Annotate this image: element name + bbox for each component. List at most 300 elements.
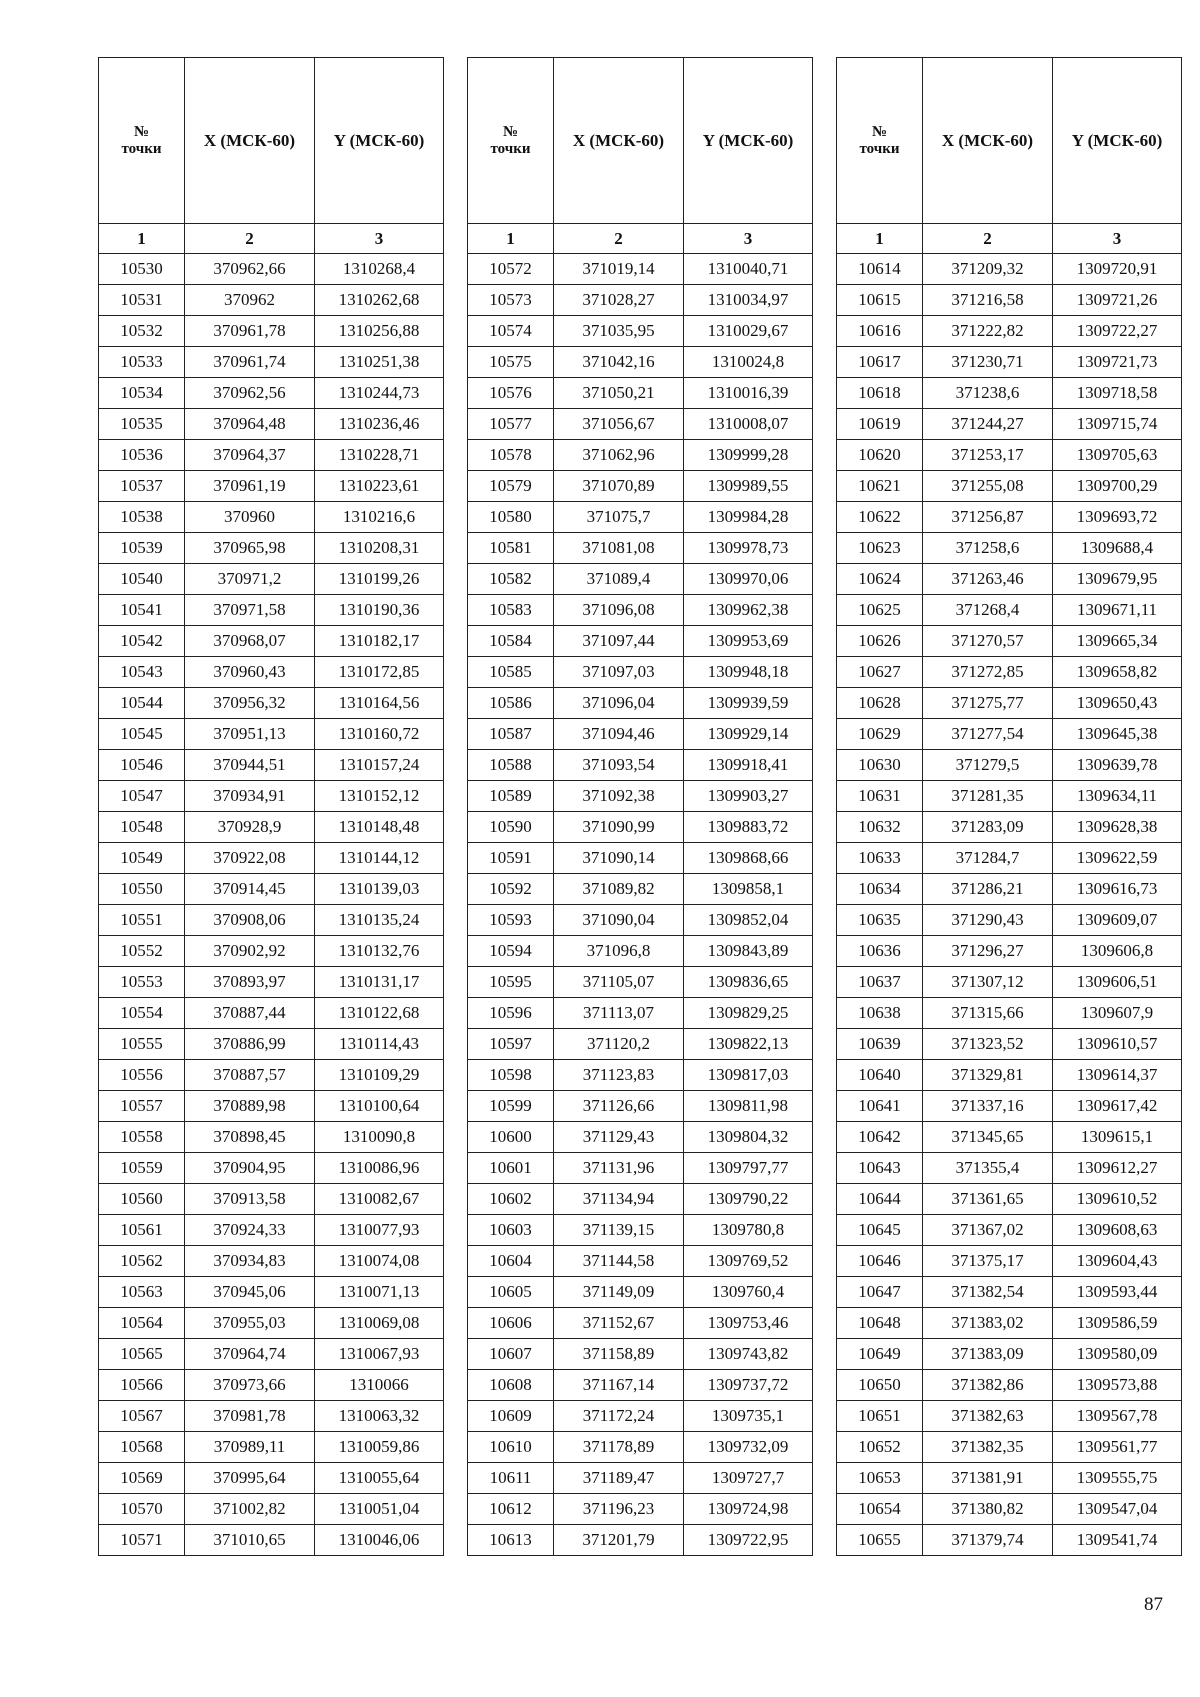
x-coordinate-cell: 371355,4	[923, 1153, 1053, 1184]
point-number-cell: 10553	[99, 967, 185, 998]
point-number-cell: 10639	[837, 1029, 923, 1060]
x-header: X (МСК-60)	[185, 58, 315, 224]
point-number-cell: 10646	[837, 1246, 923, 1277]
x-coordinate-cell: 371035,95	[554, 316, 684, 347]
x-coordinate-cell: 371028,27	[554, 285, 684, 316]
table-row	[468, 1153, 813, 1184]
point-number-cell: 10552	[99, 936, 185, 967]
point-number-cell: 10642	[837, 1122, 923, 1153]
x-coordinate-cell: 370971,58	[185, 595, 315, 626]
table-row	[837, 409, 1182, 440]
table-row	[99, 1432, 444, 1463]
table-row	[837, 564, 1182, 595]
x-coordinate-cell: 370902,92	[185, 936, 315, 967]
point-number-cell: 10575	[468, 347, 554, 378]
table-row	[468, 657, 813, 688]
table-row	[468, 1370, 813, 1401]
y-coordinate-cell: 1309614,37	[1053, 1060, 1182, 1091]
y-coordinate-cell: 1310160,72	[315, 719, 444, 750]
y-coordinate-cell: 1309948,18	[684, 657, 813, 688]
y-coordinate-cell: 1309616,73	[1053, 874, 1182, 905]
point-number-cell: 10645	[837, 1215, 923, 1246]
point-number-cell: 10609	[468, 1401, 554, 1432]
y-coordinate-cell: 1309541,74	[1053, 1525, 1182, 1556]
x-coordinate-cell: 371070,89	[554, 471, 684, 502]
x-coordinate-cell: 371050,21	[554, 378, 684, 409]
y-coordinate-cell: 1310244,73	[315, 378, 444, 409]
x-coordinate-cell: 371167,14	[554, 1370, 684, 1401]
table-row	[99, 626, 444, 657]
y-header: Y (МСК-60)	[684, 58, 813, 224]
y-coordinate-cell: 1309737,72	[684, 1370, 813, 1401]
point-number-cell: 10554	[99, 998, 185, 1029]
x-coordinate-cell: 370995,64	[185, 1463, 315, 1494]
point-number-cell: 10607	[468, 1339, 554, 1370]
table-row	[99, 1339, 444, 1370]
y-coordinate-cell: 1310157,24	[315, 750, 444, 781]
point-number-cell: 10623	[837, 533, 923, 564]
x-coordinate-cell: 371090,14	[554, 843, 684, 874]
table-row	[468, 564, 813, 595]
x-coordinate-cell: 370944,51	[185, 750, 315, 781]
x-coordinate-cell: 371089,4	[554, 564, 684, 595]
x-coordinate-cell: 371134,94	[554, 1184, 684, 1215]
x-coordinate-cell: 371019,14	[554, 254, 684, 285]
point-number-cell: 10655	[837, 1525, 923, 1556]
y-coordinate-cell: 1309727,7	[684, 1463, 813, 1494]
x-coordinate-cell: 370914,45	[185, 874, 315, 905]
table-row	[837, 1339, 1182, 1370]
table-row	[468, 471, 813, 502]
y-coordinate-cell: 1309769,52	[684, 1246, 813, 1277]
table-row	[837, 719, 1182, 750]
table-row	[468, 1308, 813, 1339]
table-row	[837, 936, 1182, 967]
x-coordinate-cell: 371307,12	[923, 967, 1053, 998]
table-row	[99, 812, 444, 843]
x-coordinate-cell: 371382,54	[923, 1277, 1053, 1308]
point-number-cell: 10566	[99, 1370, 185, 1401]
x-coordinate-cell: 371216,58	[923, 285, 1053, 316]
x-coordinate-cell: 371113,07	[554, 998, 684, 1029]
point-number-cell: 10598	[468, 1060, 554, 1091]
y-coordinate-cell: 1310069,08	[315, 1308, 444, 1339]
x-coordinate-cell: 371178,89	[554, 1432, 684, 1463]
point-number-cell: 10579	[468, 471, 554, 502]
x-coordinate-cell: 370989,11	[185, 1432, 315, 1463]
y-coordinate-cell: 1309715,74	[1053, 409, 1182, 440]
table-row	[468, 1060, 813, 1091]
point-number-cell: 10619	[837, 409, 923, 440]
y-coordinate-cell: 1309720,91	[1053, 254, 1182, 285]
table-row	[468, 1525, 813, 1556]
point-number-cell: 10564	[99, 1308, 185, 1339]
y-coordinate-cell: 1309989,55	[684, 471, 813, 502]
x-coordinate-cell: 371380,82	[923, 1494, 1053, 1525]
point-number-cell: 10636	[837, 936, 923, 967]
point-number-cell: 10537	[99, 471, 185, 502]
point-number-cell: 10531	[99, 285, 185, 316]
y-coordinate-cell: 1309617,42	[1053, 1091, 1182, 1122]
x-coordinate-cell: 370964,74	[185, 1339, 315, 1370]
table-row	[468, 688, 813, 719]
x-coordinate-cell: 371075,7	[554, 502, 684, 533]
table-row	[837, 657, 1182, 688]
y-coordinate-cell: 1309953,69	[684, 626, 813, 657]
table-row	[837, 1401, 1182, 1432]
point-number-cell: 10654	[837, 1494, 923, 1525]
y-coordinate-cell: 1310208,31	[315, 533, 444, 564]
table-row	[99, 750, 444, 781]
y-coordinate-cell: 1309586,59	[1053, 1308, 1182, 1339]
table-row	[837, 626, 1182, 657]
point-number-cell: 10647	[837, 1277, 923, 1308]
y-coordinate-cell: 1310131,17	[315, 967, 444, 998]
y-coordinate-cell: 1309607,9	[1053, 998, 1182, 1029]
table-row	[99, 502, 444, 533]
x-coordinate-cell: 370904,95	[185, 1153, 315, 1184]
table-row	[468, 1463, 813, 1494]
column-index-3: 3	[684, 224, 813, 254]
x-coordinate-cell: 371238,6	[923, 378, 1053, 409]
x-coordinate-cell: 370962	[185, 285, 315, 316]
y-coordinate-cell: 1310236,46	[315, 409, 444, 440]
table-row	[468, 905, 813, 936]
point-number-cell: 10612	[468, 1494, 554, 1525]
point-number-cell: 10576	[468, 378, 554, 409]
y-coordinate-cell: 1310199,26	[315, 564, 444, 595]
x-coordinate-cell: 371270,57	[923, 626, 1053, 657]
table-row	[837, 595, 1182, 626]
x-coordinate-cell: 371126,66	[554, 1091, 684, 1122]
table-row	[99, 1246, 444, 1277]
y-coordinate-cell: 1310114,43	[315, 1029, 444, 1060]
table-row	[837, 1184, 1182, 1215]
point-number-cell: 10624	[837, 564, 923, 595]
table-row	[837, 1153, 1182, 1184]
table-row	[468, 1246, 813, 1277]
y-coordinate-cell: 1309718,58	[1053, 378, 1182, 409]
column-index-1: 1	[99, 224, 185, 254]
x-coordinate-cell: 370961,74	[185, 347, 315, 378]
point-number-cell: 10560	[99, 1184, 185, 1215]
y-coordinate-cell: 1309970,06	[684, 564, 813, 595]
point-number-cell: 10595	[468, 967, 554, 998]
table-row	[837, 1091, 1182, 1122]
table-row	[468, 626, 813, 657]
point-number-cell: 10545	[99, 719, 185, 750]
x-coordinate-cell: 371056,67	[554, 409, 684, 440]
x-coordinate-cell: 371244,27	[923, 409, 1053, 440]
x-coordinate-cell: 371123,83	[554, 1060, 684, 1091]
y-coordinate-cell: 1309939,59	[684, 688, 813, 719]
table-row	[99, 1029, 444, 1060]
table-row	[468, 1277, 813, 1308]
table-row	[468, 1122, 813, 1153]
y-coordinate-cell: 1309721,26	[1053, 285, 1182, 316]
y-coordinate-cell: 1309645,38	[1053, 719, 1182, 750]
y-coordinate-cell: 1309732,09	[684, 1432, 813, 1463]
point-number-cell: 10625	[837, 595, 923, 626]
y-coordinate-cell: 1310216,6	[315, 502, 444, 533]
x-coordinate-cell: 370945,06	[185, 1277, 315, 1308]
y-coordinate-cell: 1309608,63	[1053, 1215, 1182, 1246]
y-coordinate-cell: 1310040,71	[684, 254, 813, 285]
table-row	[99, 1463, 444, 1494]
point-number-cell: 10637	[837, 967, 923, 998]
point-number-cell: 10596	[468, 998, 554, 1029]
point-number-cell: 10559	[99, 1153, 185, 1184]
point-number-cell: 10604	[468, 1246, 554, 1277]
x-coordinate-cell: 371256,87	[923, 502, 1053, 533]
table-row	[837, 471, 1182, 502]
table-row	[99, 998, 444, 1029]
point-number-cell: 10567	[99, 1401, 185, 1432]
point-number-cell: 10634	[837, 874, 923, 905]
x-coordinate-cell: 371081,08	[554, 533, 684, 564]
point-number-cell: 10631	[837, 781, 923, 812]
x-coordinate-cell: 371290,43	[923, 905, 1053, 936]
table-row	[468, 1184, 813, 1215]
point-number-cell: 10551	[99, 905, 185, 936]
table-row	[468, 595, 813, 626]
x-coordinate-cell: 371129,43	[554, 1122, 684, 1153]
point-number-cell: 10640	[837, 1060, 923, 1091]
point-number-cell: 10568	[99, 1432, 185, 1463]
table-row	[99, 1525, 444, 1556]
x-coordinate-cell: 371093,54	[554, 750, 684, 781]
x-coordinate-cell: 371279,5	[923, 750, 1053, 781]
point-number-cell: 10601	[468, 1153, 554, 1184]
table-row	[468, 967, 813, 998]
point-number-cell: 10635	[837, 905, 923, 936]
point-number-cell: 10610	[468, 1432, 554, 1463]
x-coordinate-cell: 371131,96	[554, 1153, 684, 1184]
y-coordinate-cell: 1310086,96	[315, 1153, 444, 1184]
point-number-cell: 10571	[99, 1525, 185, 1556]
point-number-cell: 10572	[468, 254, 554, 285]
y-coordinate-cell: 1310152,12	[315, 781, 444, 812]
table-row	[837, 1525, 1182, 1556]
y-coordinate-cell: 1309610,52	[1053, 1184, 1182, 1215]
table-row	[837, 1463, 1182, 1494]
x-coordinate-cell: 370971,2	[185, 564, 315, 595]
y-coordinate-cell: 1310132,76	[315, 936, 444, 967]
point-number-cell: 10562	[99, 1246, 185, 1277]
x-coordinate-cell: 370887,57	[185, 1060, 315, 1091]
table-row	[468, 378, 813, 409]
y-coordinate-cell: 1309978,73	[684, 533, 813, 564]
point-number-cell: 10555	[99, 1029, 185, 1060]
table-row	[99, 688, 444, 719]
point-number-cell: 10611	[468, 1463, 554, 1494]
table-row	[837, 905, 1182, 936]
table-row	[99, 1122, 444, 1153]
x-coordinate-cell: 371382,35	[923, 1432, 1053, 1463]
point-number-cell: 10532	[99, 316, 185, 347]
point-number-cell: 10626	[837, 626, 923, 657]
table-row	[837, 1215, 1182, 1246]
y-coordinate-cell: 1310016,39	[684, 378, 813, 409]
point-number-cell: 10589	[468, 781, 554, 812]
y-coordinate-cell: 1309836,65	[684, 967, 813, 998]
x-coordinate-cell: 371189,47	[554, 1463, 684, 1494]
x-coordinate-cell: 371042,16	[554, 347, 684, 378]
y-coordinate-cell: 1309817,03	[684, 1060, 813, 1091]
x-coordinate-cell: 371139,15	[554, 1215, 684, 1246]
table-row	[837, 812, 1182, 843]
x-coordinate-cell: 370965,98	[185, 533, 315, 564]
column-index-2: 2	[554, 224, 684, 254]
table-row	[99, 378, 444, 409]
x-coordinate-cell: 371010,65	[185, 1525, 315, 1556]
table-row	[468, 998, 813, 1029]
x-coordinate-cell: 370961,78	[185, 316, 315, 347]
point-number-cell: 10569	[99, 1463, 185, 1494]
x-coordinate-cell: 371105,07	[554, 967, 684, 998]
x-coordinate-cell: 371315,66	[923, 998, 1053, 1029]
point-number-header	[468, 58, 554, 224]
point-number-cell: 10652	[837, 1432, 923, 1463]
table-row	[99, 1215, 444, 1246]
x-coordinate-cell: 370973,66	[185, 1370, 315, 1401]
y-coordinate-cell: 1309693,72	[1053, 502, 1182, 533]
table-row	[99, 440, 444, 471]
y-coordinate-cell: 1310268,4	[315, 254, 444, 285]
x-coordinate-cell: 371096,08	[554, 595, 684, 626]
y-coordinate-cell: 1309724,98	[684, 1494, 813, 1525]
point-number-cell: 10608	[468, 1370, 554, 1401]
y-coordinate-cell: 1309811,98	[684, 1091, 813, 1122]
y-coordinate-cell: 1309688,4	[1053, 533, 1182, 564]
point-word: точки	[121, 140, 162, 157]
y-coordinate-cell: 1309722,95	[684, 1525, 813, 1556]
x-coordinate-cell: 371367,02	[923, 1215, 1053, 1246]
number-sign: №	[133, 123, 150, 140]
table-row	[837, 688, 1182, 719]
point-number-cell: 10638	[837, 998, 923, 1029]
table-row	[468, 316, 813, 347]
point-number-cell: 10653	[837, 1463, 923, 1494]
y-coordinate-cell: 1310135,24	[315, 905, 444, 936]
point-number-cell: 10621	[837, 471, 923, 502]
point-number-cell: 10570	[99, 1494, 185, 1525]
table-row	[99, 781, 444, 812]
table-row	[99, 285, 444, 316]
y-coordinate-cell: 1310059,86	[315, 1432, 444, 1463]
point-number-cell: 10565	[99, 1339, 185, 1370]
point-number-cell: 10539	[99, 533, 185, 564]
table-row	[837, 440, 1182, 471]
table-row	[99, 254, 444, 285]
point-number-cell: 10581	[468, 533, 554, 564]
x-coordinate-cell: 371255,08	[923, 471, 1053, 502]
y-coordinate-cell: 1309658,82	[1053, 657, 1182, 688]
point-number-cell: 10548	[99, 812, 185, 843]
x-coordinate-cell: 371144,58	[554, 1246, 684, 1277]
y-coordinate-cell: 1309671,11	[1053, 595, 1182, 626]
table-row	[837, 998, 1182, 1029]
point-number-cell: 10588	[468, 750, 554, 781]
point-number-cell: 10558	[99, 1122, 185, 1153]
point-word: точки	[859, 140, 900, 157]
point-number-cell: 10615	[837, 285, 923, 316]
y-coordinate-cell: 1309615,1	[1053, 1122, 1182, 1153]
x-coordinate-cell: 371329,81	[923, 1060, 1053, 1091]
point-number-cell: 10577	[468, 409, 554, 440]
table-row	[468, 533, 813, 564]
coordinates-table-1	[98, 57, 444, 1556]
table-row	[837, 1029, 1182, 1060]
x-coordinate-cell: 371286,21	[923, 874, 1053, 905]
point-number-cell: 10585	[468, 657, 554, 688]
table-row	[468, 1215, 813, 1246]
y-coordinate-cell: 1310024,8	[684, 347, 813, 378]
table-row	[99, 316, 444, 347]
y-coordinate-cell: 1310090,8	[315, 1122, 444, 1153]
point-number-cell: 10586	[468, 688, 554, 719]
table-row	[837, 967, 1182, 998]
y-coordinate-cell: 1310109,29	[315, 1060, 444, 1091]
x-coordinate-cell: 371152,67	[554, 1308, 684, 1339]
x-coordinate-cell: 370955,03	[185, 1308, 315, 1339]
table-row	[99, 1370, 444, 1401]
y-coordinate-cell: 1310144,12	[315, 843, 444, 874]
y-coordinate-cell: 1310139,03	[315, 874, 444, 905]
table-row	[837, 378, 1182, 409]
y-header: Y (МСК-60)	[1053, 58, 1182, 224]
x-coordinate-cell: 371094,46	[554, 719, 684, 750]
point-number-cell: 10605	[468, 1277, 554, 1308]
y-coordinate-cell: 1309628,38	[1053, 812, 1182, 843]
y-coordinate-cell: 1310148,48	[315, 812, 444, 843]
table-row	[99, 719, 444, 750]
table-row	[837, 254, 1182, 285]
point-number-cell: 10641	[837, 1091, 923, 1122]
point-number-cell: 10632	[837, 812, 923, 843]
y-coordinate-cell: 1309580,09	[1053, 1339, 1182, 1370]
column-index-2: 2	[923, 224, 1053, 254]
table-row	[468, 1401, 813, 1432]
table-row	[99, 1153, 444, 1184]
y-coordinate-cell: 1309883,72	[684, 812, 813, 843]
y-coordinate-cell: 1310190,36	[315, 595, 444, 626]
coordinates-table-3	[836, 57, 1182, 1556]
table-row	[468, 1029, 813, 1060]
y-coordinate-cell: 1309705,63	[1053, 440, 1182, 471]
y-coordinate-cell: 1309606,8	[1053, 936, 1182, 967]
y-coordinate-cell: 1310051,04	[315, 1494, 444, 1525]
table-row	[468, 502, 813, 533]
y-coordinate-cell: 1309760,4	[684, 1277, 813, 1308]
x-coordinate-cell: 371120,2	[554, 1029, 684, 1060]
y-coordinate-cell: 1309858,1	[684, 874, 813, 905]
point-number-cell: 10618	[837, 378, 923, 409]
x-coordinate-cell: 371263,46	[923, 564, 1053, 595]
x-coordinate-cell: 371283,09	[923, 812, 1053, 843]
point-number-cell: 10587	[468, 719, 554, 750]
y-coordinate-cell: 1310228,71	[315, 440, 444, 471]
x-coordinate-cell: 370887,44	[185, 998, 315, 1029]
x-coordinate-cell: 371275,77	[923, 688, 1053, 719]
x-coordinate-cell: 370913,58	[185, 1184, 315, 1215]
x-coordinate-cell: 370962,66	[185, 254, 315, 285]
table-row	[837, 316, 1182, 347]
point-number-cell: 10541	[99, 595, 185, 626]
point-number-cell: 10540	[99, 564, 185, 595]
y-coordinate-cell: 1309567,78	[1053, 1401, 1182, 1432]
x-coordinate-cell: 371158,89	[554, 1339, 684, 1370]
